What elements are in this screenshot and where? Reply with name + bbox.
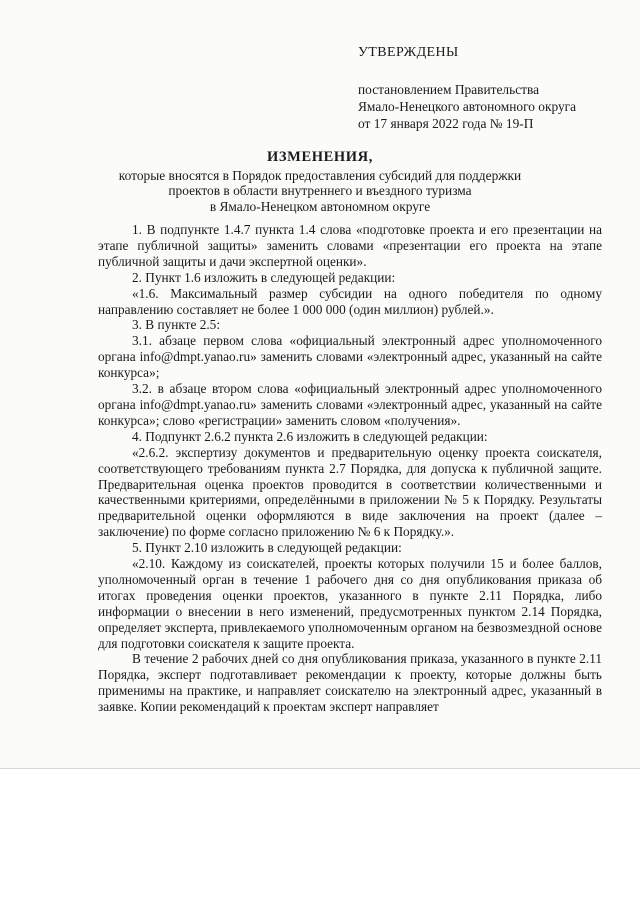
paragraph: 3.1. абзаце первом слова «официальный электронный адрес уполномоченного органа info@dmpt.yanao.ru» заменить словами «электронный адрес, указанный на сайте конкурса»; [98, 333, 602, 381]
title-line: проектов в области внутреннего и въездного туризма [168, 183, 472, 198]
title-main: ИЗМЕНЕНИЯ, [267, 149, 373, 165]
paragraph: «2.10. Каждому из соискателей, проекты которых получили 15 и более баллов, уполномоченный орган в течение 1 рабочего дня со дня опубликования приказа об итогах проведения оценки проектов, указанного в пункте 2.11 Порядка, либо информации о внесении в него изменений, предусмотренных пунктом 2.14 Порядка, определяет эксперта, привлекаемого уполномоченным органом на безвозмездной основе для подготовки соискателя к защите проекта. [98, 556, 602, 651]
paragraph: 3.2. в абзаце втором слова «официальный электронный адрес уполномоченного органа info@dmpt.yanao.ru» заменить словами «электронный адрес, указанный на сайте конкурса»; слово «регистрации» заменить словом «получения». [98, 381, 602, 428]
document-body [98, 222, 602, 715]
approval-line: постановлением Правительства [358, 82, 540, 97]
approval-line: от 17 января 2022 года № 19-П [358, 116, 534, 131]
document-title [80, 150, 560, 214]
paragraph: «2.6.2. экспертизу документов и предварительную оценку проекта соискателя, соответствующего требованиям пункта 2.7 Порядка, для допуска к публичной защите. Предварительная оценка проектов проводится в соответствии количественными и качественными критериями, определёнными в приложении № 5 к Порядку. Результаты предварительной оценки оформляются в виде заключения на проект (далее – заключение) по форме согласно приложению № 6 к Порядку.». [98, 444, 602, 540]
paragraph: 2. Пункт 1.6 изложить в следующей редакции: [132, 269, 396, 285]
approval-line: Ямало-Ненецкого автономного округа [358, 99, 577, 114]
title-line: которые вносятся в Порядок предоставления субсидий для поддержки [118, 167, 522, 183]
approval-block [358, 44, 628, 132]
title-line: в Ямало-Ненецком автономном округе [209, 198, 431, 214]
paragraph: «1.6. Максимальный размер субсидии на одного победителя по одному направлению составляет не более 1 000 000 (один миллион) рублей.». [98, 285, 602, 317]
paragraph: 1. В подпункте 1.4.7 пункта 1.4 слова «подготовке проекта и его презентации на этапе публичной защиты» заменить словами «презентации его проекта на этапе публичной защиты и дачи экспертной оценки». [98, 222, 602, 269]
paragraph: 3. В пункте 2.5: [132, 317, 221, 333]
paragraph: 4. Подпункт 2.6.2 пункта 2.6 изложить в следующей редакции: [132, 428, 488, 444]
paragraph: В течение 2 рабочих дней со дня опубликования приказа, указанного в пункте 2.11 Порядка, эксперт подготавливает рекомендации к проекту, которые должны быть применимы на практике, и направляет соискателю на электронный адрес, указанный в заявке. Копии рекомендаций к проектам эксперт направляет [98, 651, 602, 715]
paragraph: 5. Пункт 2.10 изложить в следующей редакции: [132, 540, 402, 556]
approval-heading: УТВЕРЖДЕНЫ [358, 45, 459, 60]
